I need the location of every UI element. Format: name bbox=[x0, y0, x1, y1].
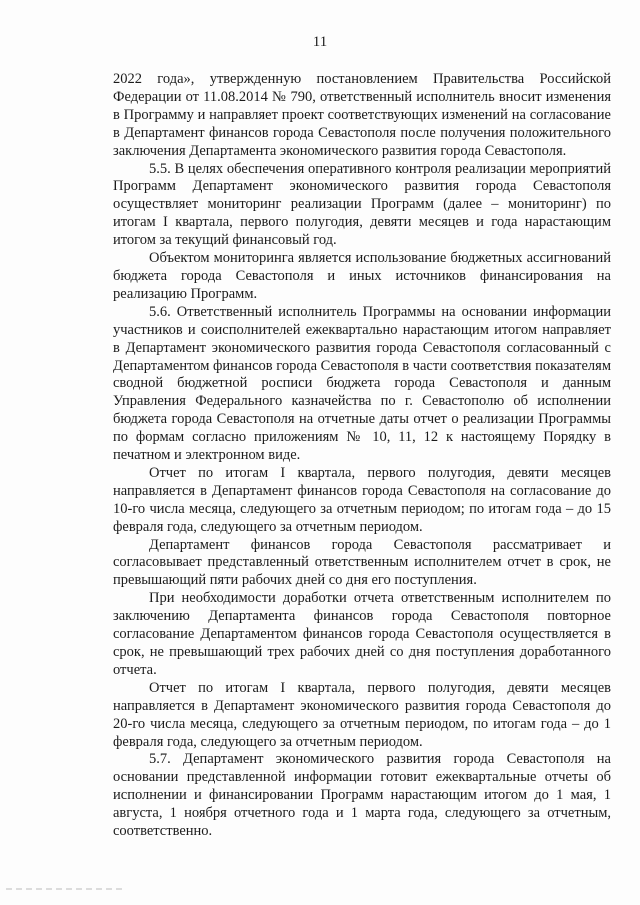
paragraph-5-7: 5.7. Департамент экономического развития города Севастополя на основании представленной информации готовит ежеквартальные отчеты об исполнении и финансировании Программ нарастающим итогом до 1 мая, 1 августа, 1 ноября отчетного года и 1 марта года, следующего за отчетным, соответственно. bbox=[113, 751, 611, 840]
paragraph-5-6: 5.6. Ответственный исполнитель Программы на основании информации участников и соисполнителей ежеквартально нарастающим итогом направляет в Департамент экономического развития города Севастополя согласованный с Департаментом финансов города Севастополя в части соответствия показателям сводной бюджетной росписи бюджета города Севастополя и данным Управления Федерального казначейства по г. Севастополю об исполнении бюджета города Севастополя на отчетные даты отчет о реализации Программы по формам согласно приложениям № 10, 11, 12 к настоящему Порядку в печатном и электронном виде. bbox=[113, 303, 611, 464]
scan-artifact bbox=[6, 888, 126, 890]
paragraph-report-economic-deadline: Отчет по итогам I квартала, первого полугодия, девяти месяцев направляется в Департамент экономического развития города Севастополя до 20-го числа месяца, следующего за отчетным периодом, по итогам года – до 1 февраля года, следующего за отчетным периодом. bbox=[113, 679, 611, 750]
paragraph-monitoring-object: Объектом мониторинга является использование бюджетных ассигнований бюджета города Севастополя и иных источников финансирования на реализацию Программ. bbox=[113, 250, 611, 302]
paragraph-report-finance-deadline: Отчет по итогам I квартала, первого полугодия, девяти месяцев направляется в Департамент финансов города Севастополя на согласование до 10-го числа месяца, следующего за отчетным периодом; по итогам года – до 15 февраля года, следующего за отчетным периодом. bbox=[113, 464, 611, 535]
page-number: 11 bbox=[312, 34, 328, 50]
paragraph-revision: При необходимости доработки отчета ответственным исполнителем по заключению Департамента финансов города Севастополя повторное согласование Департаментом финансов города Севастополя осуществляется в срок, не превышающий трех рабочих дней со дня поступления доработанного отчета. bbox=[113, 590, 611, 678]
paragraph-finance-review: Департамент финансов города Севастополя рассматривает и согласовывает представленный ответственным исполнителем отчет в срок, не превышающий пяти рабочих дней со дня его поступления. bbox=[113, 536, 611, 589]
paragraph-5-5: 5.5. В целях обеспечения оперативного контроля реализации мероприятий Программ Департамент экономического развития города Севастополя осуществляет мониторинг реализации Программ (далее – мониторинг) по итогам I квартала, первого полугодия, девяти месяцев и года нарастающим итогом за текущий финансовый год. bbox=[113, 160, 611, 249]
document-body bbox=[113, 71, 611, 841]
paragraph-continuation: 2022 года», утвержденную постановлением Правительства Российской Федерации от 11.08.2014 № 790, ответственный исполнитель вносит изменения в Программу и направляет проект соответствующих изменений на согласование в Департамент финансов города Севастополя после получения положительного заключения Департамента экономического развития города Севастополя. bbox=[113, 71, 611, 159]
